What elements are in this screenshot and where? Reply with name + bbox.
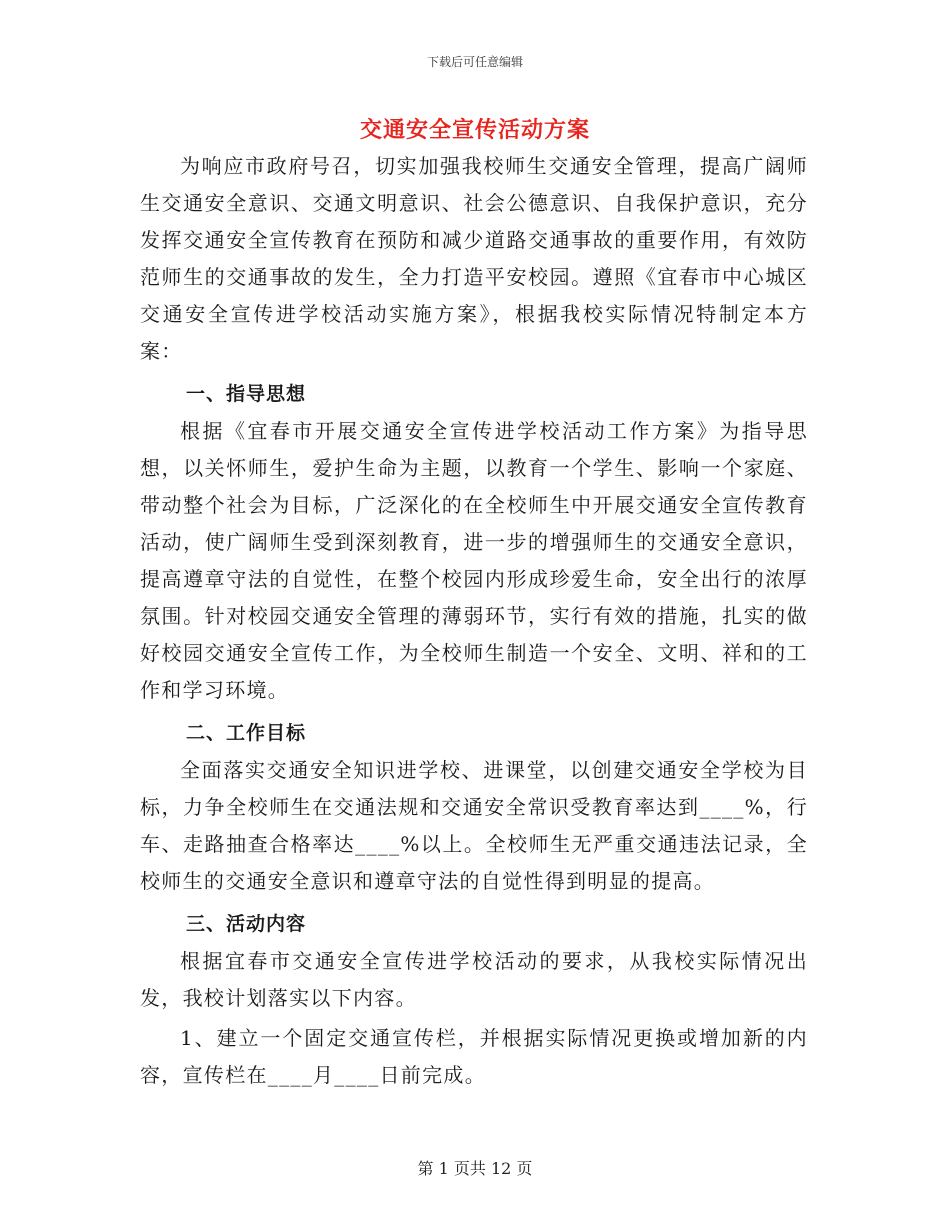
list-item-bulletin-board: 1、建立一个固定交通宣传栏，并根据实际情况更换或增加新的内容，宣传栏在____月____日前完成。 xyxy=(140,1026,808,1087)
section-heading-activity-content: 三、活动内容 xyxy=(186,913,307,935)
page-number: 第 1 页共 12 页 xyxy=(417,1159,533,1178)
section-heading-work-goals: 二、工作目标 xyxy=(186,722,307,744)
section-text-guiding-ideology: 根据《宜春市开展交通安全宣传进学校活动工作方案》为指导思想，以关怀师生，爱护生命为主题，以教育一个学生、影响一个家庭、带动整个社会为目标，广泛深化的在全校师生中开展交通安全宣传教育活动，使广阔师生受到深刻教育，进一步的增强师生的交通安全意识，提高遵章守法的自觉性，在整个校园内形成珍爱生命，安全出行的浓厚氛围。针对校园交通安全管理的薄弱环节，实行有效的措施，扎实的做好校园交通安全宣传工作，为全校师生制造一个安全、文明、祥和的工作和学习环境。 xyxy=(140,419,808,702)
header-note: 下载后可任意编辑 xyxy=(426,55,523,69)
document-body xyxy=(140,148,808,1094)
intro-paragraph: 为响应市政府号召，切实加强我校师生交通安全管理，提高广阔师生交通安全意识、交通文明意识、社会公德意识、自我保护意识，充分发挥交通安全宣传教育在预防和减少道路交通事故的重要作用，有效防范师生的交通事故的发生，全力打造平安校园。遵照《宜春市中心城区交通安全宣传进学校活动实施方案》，根据我校实际情况特制定本方案： xyxy=(140,154,808,363)
section-text-work-goals: 全面落实交通安全知识进学校、进课堂，以创建交通安全学校为目标，力争全校师生在交通法规和交通安全常识受教育率达到____%，行车、走路抽查合格率达____%以上。全校师生无严重交通违法记录，全校师生的交通安全意识和遵章守法的自觉性得到明显的提高。 xyxy=(140,758,808,893)
section-heading-guiding-ideology: 一、指导思想 xyxy=(186,383,307,405)
section-text-activity-content: 根据宜春市交通安全宣传进学校活动的要求，从我校实际情况出发，我校计划落实以下内容。 xyxy=(140,949,808,1010)
document-title: 交通安全宣传活动方案 xyxy=(359,117,590,143)
